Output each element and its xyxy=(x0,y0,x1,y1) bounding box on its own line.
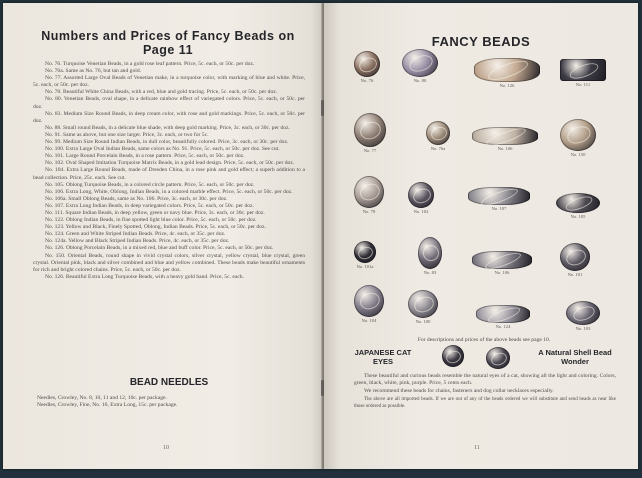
bead-number-label: No. 77 xyxy=(363,148,377,153)
bead-illustration xyxy=(468,187,530,211)
bead-number-label: No. 124 xyxy=(495,324,511,329)
price-entry: No. 88. Small round Beads, in a delicate blue shade, with deep gold marking. Price, 3c. each, or 30c. per doz. xyxy=(45,124,290,131)
bead-illustration xyxy=(442,345,464,367)
bead-image xyxy=(560,243,590,271)
bead-number-label: No. 83 xyxy=(423,270,437,275)
bead-image xyxy=(442,345,464,367)
price-entry: No. 107. Extra Long Indian Beads, in deep variegated colors. Price, 5c. each, or 50c. per doz. xyxy=(45,202,254,209)
bead-illustration xyxy=(474,58,540,88)
price-entry: No. 122. Oblong Indian Beads, in fine spotted light blue color. Price, 5c. each, or 50c. per doz. xyxy=(45,217,257,224)
bead-image xyxy=(408,290,438,318)
bead-image xyxy=(426,121,450,145)
price-entry: No. 91. Same as above, but one size larger. Price, 3c. each, or two for 5c. xyxy=(45,131,209,138)
bead-image xyxy=(560,119,596,151)
bead-number-label: No. 80 xyxy=(413,78,427,83)
bead-image xyxy=(354,241,376,263)
description-paragraph: We recommend these beads for chains, fasteners and dog collar necklaces especially. xyxy=(364,388,554,394)
bead-illustration xyxy=(408,290,438,324)
needles-line: Needles, Crowley, No. 8, 10, 11 and 12, 10c. per package. xyxy=(37,395,167,401)
price-entry: No. 124. Green and White Striped Indian Beads. Price, 4c. each, or 35c. per doz. xyxy=(45,231,226,238)
price-entry: No. 100. Extra Large Oval Indian Beads, same colors as No. 91. Price, 5c. each, or 50c. per doz. See cut. xyxy=(45,146,280,153)
price-entry: No. 101. Large Round Porcelain Beads, in a rose pattern. Price, 5c. each, or 50c. per doz. xyxy=(45,153,245,160)
bead-illustration xyxy=(560,59,606,87)
bead-image xyxy=(472,251,532,269)
bead-illustration xyxy=(354,241,376,269)
left-page-number: 10 xyxy=(163,445,169,451)
bead-image xyxy=(354,176,384,208)
bead-image xyxy=(468,187,530,205)
right-page-number: 11 xyxy=(474,445,480,451)
price-entry: No. 106a. Small Oblong Beads, same as No. 106. Price, 3c. each, or 30c. per doz. xyxy=(45,195,228,202)
bead-image xyxy=(476,305,530,323)
left-page xyxy=(3,3,323,469)
description-paragraph: These beautiful and curious beads resemble the natural eyes of a cat, showing all the light and coloring. Colors, green, black, white, pink, purple. Price, 5 cents each. xyxy=(354,373,616,386)
bead-illustration xyxy=(472,127,538,151)
bead-number-label: No. 106 xyxy=(497,146,513,151)
bead-image xyxy=(354,51,380,77)
right-page xyxy=(324,3,638,469)
price-entry: No. 99. Medium Size Round Indian Beads, in dull color, beautifully colored. Price, 3c. each, or 30c. per doz. xyxy=(45,139,289,146)
bead-image xyxy=(474,58,540,82)
bead-image xyxy=(354,285,384,317)
bead-image xyxy=(486,347,510,369)
price-entry: No. 105. Oblong Turquoise Beads, in a colored circle pattern. Price, 5c. each, or 50c. per doz. xyxy=(45,181,255,188)
price-entry: No. 76a. Same as No. 76, but tan and gold. xyxy=(45,68,142,75)
bead-illustration xyxy=(560,243,590,277)
price-entry: No. 124a. Yellow and Black Striped Indian Beads. Price, 4c. each, or 35c. per doz. xyxy=(45,238,230,245)
bead-number-label: No. 101a xyxy=(356,264,374,269)
bead-number-label: No. 101 xyxy=(567,272,583,277)
bead-illustration xyxy=(354,176,384,214)
bead-illustration xyxy=(476,305,530,329)
shell-bead-heading: A Natural Shell Bead Wonder xyxy=(538,348,612,366)
bead-image xyxy=(408,182,434,208)
right-page-text xyxy=(354,373,616,411)
price-entry: No. 111. Square Indian Beads, in deep yellow, green or navy blue. Price, 3c. each, or 30c. per doz. xyxy=(45,209,265,216)
bead-number-label: No. 105 xyxy=(570,214,586,219)
bead-image xyxy=(556,193,600,213)
bead-image xyxy=(560,59,606,81)
bead-illustration xyxy=(566,301,600,331)
left-page-title: Numbers and Prices of Fancy Beads on Page 11 xyxy=(41,29,295,57)
price-entry: No. 104. Extra Large Round Beads, made of Dresden China, in a rose pink and gold effect; a superb addition to a bead collection. Price, 25c. each. See cut. xyxy=(33,167,305,181)
price-entry: No. 80. Venetian Beads, oval shape, in a delicate rainbow effect of variegated colors. Price, 5c. each, or 50c. per doz. xyxy=(33,96,305,110)
bead-number-label: No. 76a xyxy=(430,146,446,151)
bead-needles-heading: BEAD NEEDLES xyxy=(129,377,209,388)
bead-number-label: No. 100 xyxy=(415,319,431,324)
description-paragraph: The above are all imported beads. If we are out of any of the beads ordered we will substitute and send beads as near like those ordered as possible. xyxy=(354,397,616,409)
price-entry: No. 78. Beautiful White China Beads, with a red, blue and gold tracing. Price, 5c. each, or 50c. per doz. xyxy=(45,89,278,96)
bead-image xyxy=(418,237,442,269)
bead-illustration xyxy=(556,193,600,219)
bead-illustration xyxy=(472,251,532,275)
bead-image xyxy=(402,49,438,77)
bead-illustration xyxy=(408,182,434,214)
bead-number-label: No. 104 xyxy=(361,318,377,323)
bead-price-list xyxy=(33,61,305,281)
bead-number-label: No. 102 xyxy=(413,209,429,214)
bead-illustration xyxy=(560,119,596,157)
descriptions-note: For descriptions and prices of the above beads see page 10. xyxy=(417,337,551,343)
price-entry: No. 83. Medium Size Round Beads, in deep cream color, with rose and gold markings. Price, 5c. each, or 50c. per doz. xyxy=(33,110,305,124)
bead-image xyxy=(354,113,386,147)
needles-line: Needles, Crowley, Fine, No. 16, Extra Long, 15c. per package. xyxy=(37,402,178,409)
bead-number-label: No. 107 xyxy=(491,206,507,211)
bead-number-label: No. 78 xyxy=(362,209,376,214)
price-entry: No. 77. Assorted Large Oval Beads of Venetian make, in a turquoise color, with marking of blue and white. Price, 5c. each, or 50c. per doz. xyxy=(33,75,305,89)
price-entry: No. 126. Beautiful Extra Long Turquoise Beads, with a heavy gold band. Price, 5c. each. xyxy=(45,273,245,280)
bead-illustration xyxy=(486,347,510,369)
price-entry: No. 76. Turquoise Venetian Beads, in a gold rose leaf pattern. Price, 5c. each, or 50c. per doz. xyxy=(45,61,255,67)
bead-illustration xyxy=(402,49,438,83)
price-entry: No. 106. Extra Long, White, Oblong, Indian Beads, in a colored marble effect. Price, 5c. each, or 50c. per doz. xyxy=(45,188,293,195)
price-entry: No. 126. Oblong Porcelain Beads, in a mixed red, blue and buff color. Price, 5c. each, or 50c. per doz. xyxy=(45,245,274,252)
bead-illustration xyxy=(426,121,450,151)
bead-illustration xyxy=(354,113,386,153)
price-entry: No. 123. Yellow and Black, Finely Spotted, Oblong, Indian Beads. Price, 5c. each, or 50c. per doz. xyxy=(45,224,266,231)
bead-number-label: No. 76 xyxy=(360,78,374,83)
bead-number-label: No. 103 xyxy=(575,326,591,331)
bead-number-label: No. 106 xyxy=(494,270,510,275)
bead-illustration xyxy=(418,237,442,275)
bead-number-label: No. 126 xyxy=(499,83,515,88)
price-entry: No. 150. Oriental Beads, round shape in vivid crystal colors, silver crystal, yellow crystal, blue crystal, green crystal. Oriental pink, black and silver combined and blue and yellow combined. These beads make beautiful ornaments for rich and bright colored chains. Price, 5c. each, or 50c. per doz. xyxy=(33,252,305,273)
bead-illustration xyxy=(354,51,380,83)
cat-eyes-heading: JAPANESE CAT EYES xyxy=(354,348,412,366)
bead-image xyxy=(566,301,600,325)
bead-number-label: No. 150 xyxy=(570,152,586,157)
right-page-title: FANCY BEADS xyxy=(431,34,531,49)
bead-image xyxy=(472,127,538,145)
bead-number-label: No. 111 xyxy=(575,82,591,87)
bead-illustration xyxy=(354,285,384,323)
price-entry: No. 102. Oval Shaped Imitation Turquoise Matrix Beads, in a gold lead design. Price, 5c. each, or 50c. per doz. xyxy=(45,160,295,167)
bead-needles-list xyxy=(37,395,299,409)
